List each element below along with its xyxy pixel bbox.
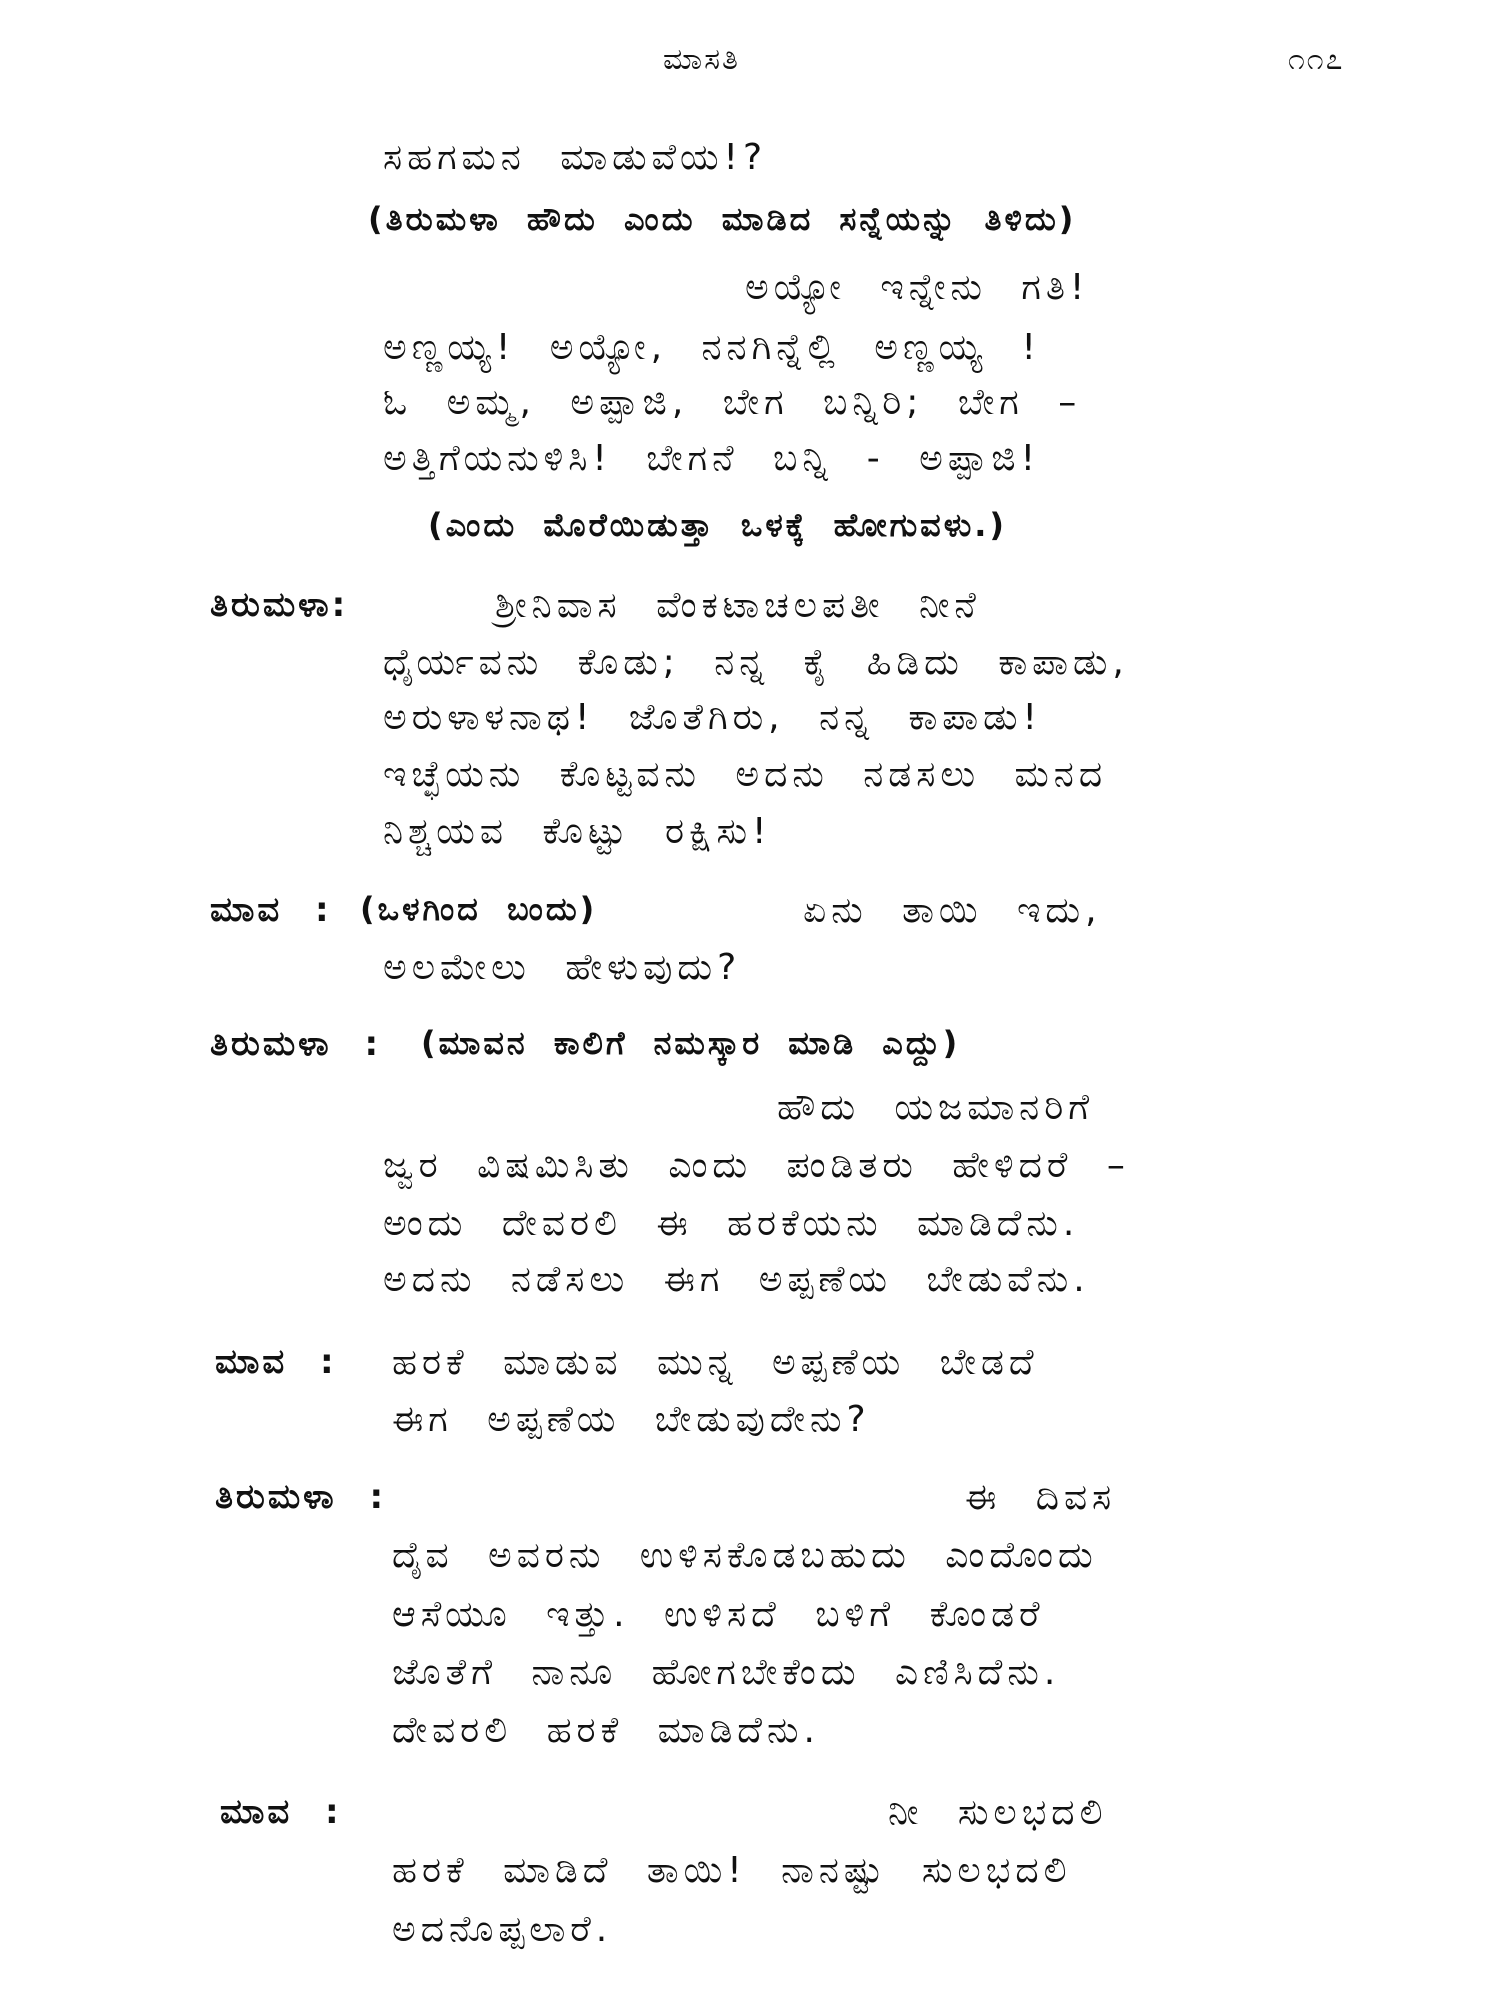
verse-line: ಅಂದು ದೇವರಲಿ ಈ ಹರಕೆಯನು ಮಾಡಿದೆನು. [383,1203,1080,1244]
verse-line: ಅತ್ತಿಗೆಯನುಳಿಸಿ! ಬೇಗನೆ ಬನ್ನಿ - ಅಪ್ಪಾಜಿ! [383,438,1041,479]
running-header: ಮಾಸತಿ [663,42,740,77]
stage-direction: (ಮಾವನ ಕಾಲಿಗೆ ನಮಸ್ಕಾರ ಮಾಡಿ ಎದ್ದು) [421,1024,961,1062]
verse-line: ದೈವ ಅವರನು ಉಳಿಸಕೊಡಬಹುದು ಎಂದೊಂದು [392,1535,1098,1576]
speaker-name: ಮಾವ : [220,1792,342,1832]
verse-line: ಶ್ರೀನಿವಾಸ ವೆಂಕಟಾಚಲಪತೀ ನೀನೆ [495,585,981,626]
verse-line: ಅದನು ನಡೆಸಲು ಈಗ ಅಪ್ಪಣೆಯ ಬೇಡುವೆನು. [383,1259,1090,1300]
verse-line: ಅದನೊಪ್ಪಲಾರೆ. [392,1909,613,1950]
verse-line: ಓ ಅಮ್ಮ, ಅಪ್ಪಾಜಿ, ಬೇಗ ಬನ್ನಿರಿ; ಬೇಗ – [383,382,1082,423]
verse-line: ಅಣ್ಣಯ್ಯ! ಅಯ್ಯೋ, ನನಗಿನ್ನೆಲ್ಲಿ ಅಣ್ಣಯ್ಯ ! [383,327,1041,368]
speaker-name: ತಿರುಮಳಾ : [215,1477,387,1517]
verse-line: ದೇವರಲಿ ಹರಕೆ ಮಾಡಿದೆನು. [392,1710,820,1751]
verse-line: ಈಗ ಅಪ್ಪಣೆಯ ಬೇಡುವುದೇನು? [392,1399,871,1440]
stage-direction: (ತಿರುಮಳಾ ಹೌದು ಎಂದು ಮಾಡಿದ ಸನ್ನೆಯನ್ನು ತಿಳಿದು) [368,200,1077,238]
speaker-name: ತಿರುಮಳಾ: [210,585,349,625]
verse-line: ಸಹಗಮನ ಮಾಡುವೆಯ!? [383,137,768,178]
speaker-name: ಮಾವ : [210,890,332,930]
verse-line: ಹರಕೆ ಮಾಡುವ ಮುನ್ನ ಅಪ್ಪಣೆಯ ಬೇಡದೆ [392,1342,1039,1383]
speaker-name: ತಿರುಮಳಾ : [210,1024,382,1064]
stage-direction: (ಎಂದು ಮೊರೆಯಿಡುತ್ತಾ ಒಳಕ್ಕೆ ಹೋಗುವಳು.) [428,506,1008,544]
verse-line: ಧೈರ್ಯವನು ಕೊಡು; ನನ್ನ ಕೈ ಹಿಡಿದು ಕಾಪಾಡು, [383,642,1129,683]
verse-line: ನಿಶ್ಚಯವ ಕೊಟ್ಟು ರಕ್ಷಿಸು! [383,811,772,852]
verse-line: ಹರಕೆ ಮಾಡಿದೆ ತಾಯಿ! ನಾನಷ್ಟು ಸುಲಭದಲಿ [392,1850,1072,1891]
verse-line: ಜ್ವರ ವಿಷಮಿಸಿತು ಎಂದು ಪಂಡಿತರು ಹೇಳಿದರೆ – [383,1145,1130,1186]
verse-line: ಅರುಳಾಳನಾಥ! ಜೊತೆಗಿರು, ನನ್ನ ಕಾಪಾಡು! [383,697,1042,738]
verse-line: ಅಯ್ಯೋ ಇನ್ನೇನು ಗತಿ! [745,267,1090,308]
speaker-name: ಮಾವ : [215,1342,337,1382]
verse-line: ಅಲಮೇಲು ಹೇಳುವುದು? [383,947,742,988]
verse-line: ಈ ದಿವಸ [965,1477,1117,1518]
stage-direction: (ಒಳಗಿಂದ ಬಂದು) [360,890,598,928]
verse-line: ಹೌದು ಯಜಮಾನರಿಗೆ [777,1087,1095,1128]
page-number: ೧೧೭ [1288,42,1345,77]
verse-line: ಆಸೆಯೂ ಇತ್ತು. ಉಳಿಸದೆ ಬಳಿಗೆ ಕೊಂಡರೆ [392,1594,1045,1635]
verse-line: ಇಚ್ಛೆಯನು ಕೊಟ್ಟವನು ಅದನು ನಡಸಲು ಮನದ [383,754,1108,795]
verse-line: ಜೊತೆಗೆ ನಾನೂ ಹೋಗಬೇಕೆಂದು ಎಣಿಸಿದೆನು. [392,1652,1061,1693]
verse-line: ಏನು ತಾಯಿ ಇದು, [803,890,1102,931]
verse-line: ನೀ ಸುಲಭದಲಿ [888,1792,1108,1833]
